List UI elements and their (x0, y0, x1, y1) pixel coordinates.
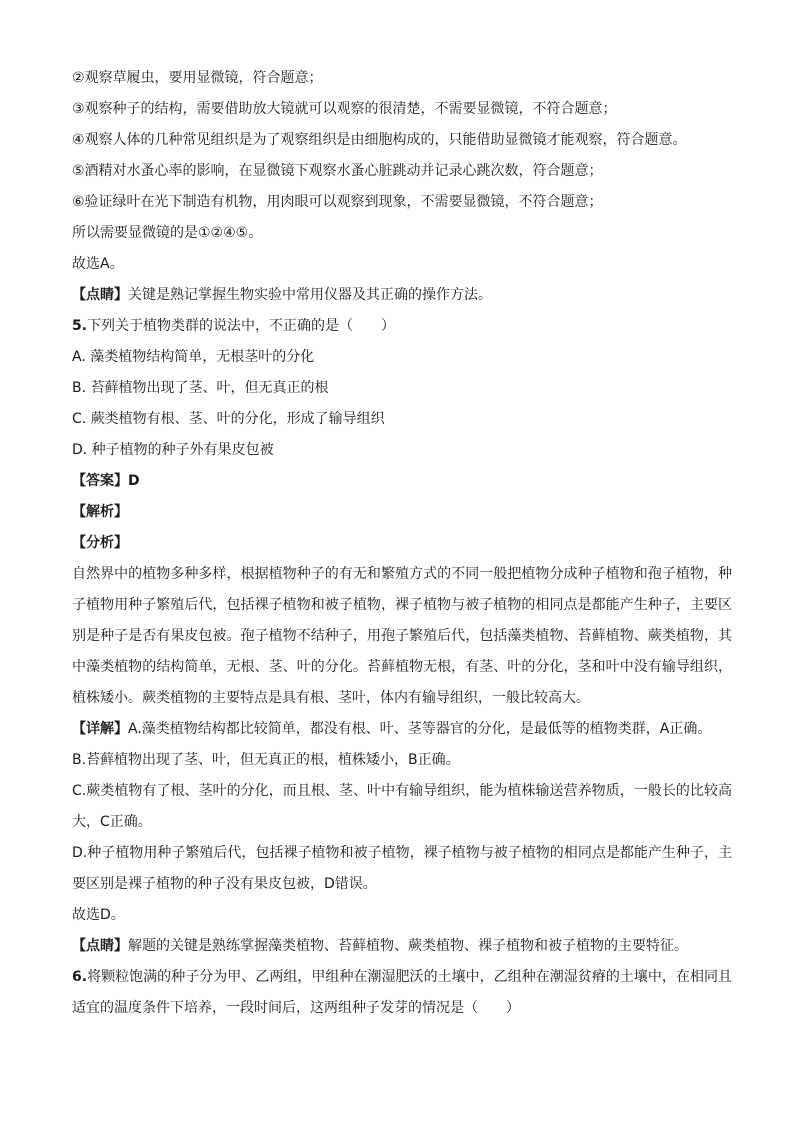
xiangjie-c: C.蕨类植物有了根、茎叶的分化，而且根、茎、叶中有输导组织，能为植株输送营养物质，一般长的比较高大，C正确。 (72, 783, 732, 830)
dianjing-text: 解题的关键是熟练掌握藻类植物、苔藓植物、蕨类植物、裸子植物和被子植物的主要特征。 (128, 938, 688, 954)
question-number: 6. (72, 969, 88, 985)
analysis-conclusion: 故选A。 (72, 256, 124, 272)
option-b: B. 苔藓植物出现了茎、叶，但无真正的根 (72, 380, 329, 396)
analysis-line: ②观察草履虫，要用显微镜，符合题意； (72, 70, 323, 86)
analysis-line: 所以需要显微镜的是①②④⑤。 (72, 225, 263, 241)
analysis-line: ③观察种子的结构，需要借助放大镜就可以观察的很清楚，不需要显微镜，不符合题意； (72, 101, 617, 117)
answer-tag: 【答案】 (72, 473, 128, 489)
xiangjie-b: B.苔藓植物出现了茎、叶，但无真正的根，植株矮小，B正确。 (72, 752, 460, 768)
dianjing-tag: 【点睛】 (72, 938, 128, 954)
fenxi-text: 自然界中的植物多种多样，根据植物种子的有无和繁殖方式的不同一般把植物分成种子植物和孢子植物，种子植物用种子繁殖后代，包括裸子植物和被子植物，裸子植物与被子植物的相同点是都能产生种子，主要区别是种子是否有果皮包被。孢子植物不结种子，用孢子繁殖后代，包括藻类植物、苔藓植物、蕨类植物，其中藻类植物的结构简单，无根、茎、叶的分化。苔藓植物无根，有茎、叶的分化，茎和叶中没有输导组织，植株矮小。蕨类植物的主要特点是具有根、茎叶，体内有输导组织，一般比较高大。 (72, 566, 732, 706)
dianjing-block (72, 931, 732, 962)
answer-block (72, 466, 732, 497)
answer-value: D (128, 473, 140, 489)
jiexi-tag: 【解析】 (72, 504, 128, 520)
option-c: C. 蕨类植物有根、茎、叶的分化，形成了输导组织 (72, 411, 385, 427)
option-d: D. 种子植物的种子外有果皮包被 (72, 442, 274, 458)
fenxi-tag: 【分析】 (72, 535, 128, 551)
xiangjie-block (72, 714, 732, 745)
question-6 (72, 962, 732, 1024)
xiangjie-a: A.藻类植物结构都比较简单，都没有根、叶、茎等器官的分化，是最低等的植物类群，A正确。 (128, 721, 712, 737)
dianjing-text: 关键是熟记掌握生物实验中常用仪器及其正确的操作方法。 (128, 287, 492, 303)
xiangjie-tag: 【详解】 (72, 721, 128, 737)
prev-analysis (72, 63, 732, 311)
conclusion: 故选D。 (72, 907, 125, 923)
question-stem (72, 311, 732, 342)
question-text: 将颗粒饱满的种子分为甲、乙两组，甲组种在潮湿肥沃的土壤中，乙组种在潮湿贫瘠的土壤中，在相同且适宜的温度条件下培养，一段时间后，这两组种子发芽的情况是（ ） (72, 969, 732, 1016)
analysis-line: ④观察人体的几种常见组织是为了观察组织是由细胞构成的，只能借助显微镜才能观察，符合题意。 (72, 132, 687, 148)
dianjing-block (72, 280, 732, 311)
question-number: 5. (72, 318, 88, 334)
dianjing-tag: 【点睛】 (72, 287, 128, 303)
option-a: A. 藻类植物结构简单，无根茎叶的分化 (72, 349, 315, 365)
analysis-line: ⑤酒精对水蚤心率的影响，在显微镜下观察水蚤心脏跳动并记录心跳次数，符合题意； (72, 163, 603, 179)
question-stem (72, 962, 732, 1024)
analysis-line: ⑥验证绿叶在光下制造有机物，用肉眼可以观察到现象，不需要显微镜，不符合题意； (72, 194, 603, 210)
question-5 (72, 311, 732, 962)
question-text: 下列关于植物类群的说法中，不正确的是（ ） (87, 318, 396, 334)
xiangjie-d: D.种子植物用种子繁殖后代，包括裸子植物和被子植物，裸子植物与被子植物的相同点是都能产生种子，主要区别是裸子植物的种子没有果皮包被，D错误。 (72, 845, 732, 892)
document-page (72, 63, 732, 1024)
